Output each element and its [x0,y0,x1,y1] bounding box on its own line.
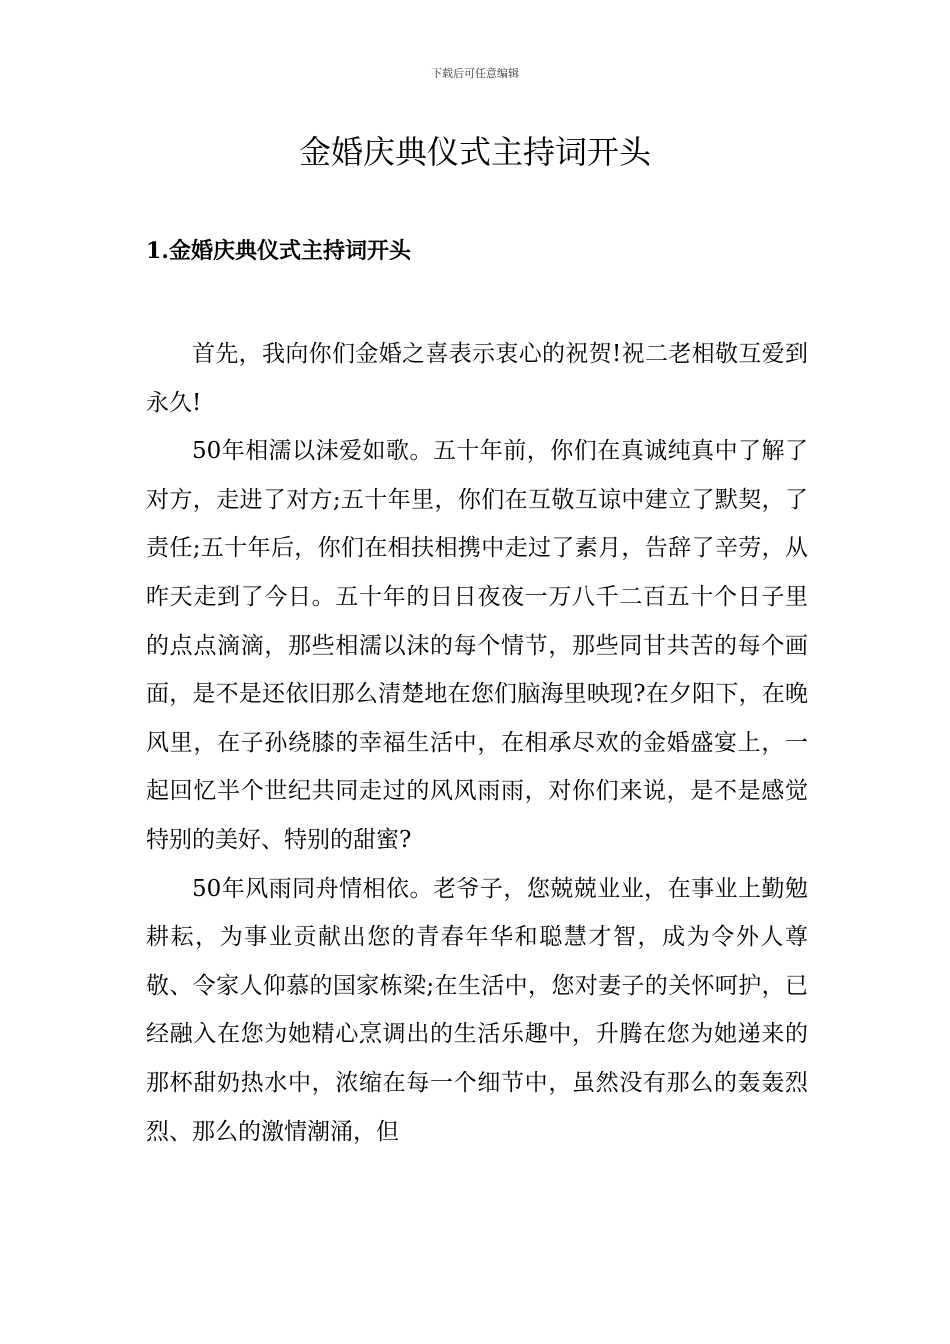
paragraph-fifty-years-storms: 50年风雨同舟情相依。老爷子，您兢兢业业，在事业上勤勉耕耘，为事业贡献出您的青春年华和聪慧才智，成为令外人尊敬、令家人仰慕的国家栋梁;在生活中，您对妻子的关怀呵护，已经融入在您为她精心烹调出的生活乐趣中，升腾在您为她递来的那杯甜奶热水中，浓缩在每一个细节中，虽然没有那么的轰轰烈烈、那么的激情潮涌，但 [146,875,808,1145]
document-title: 金婚庆典仪式主持词开头 [298,133,651,171]
section-heading: 1.金婚庆典仪式主持词开头 [146,238,411,264]
header-note: 下载后可任意编辑 [431,67,519,80]
document-body [146,330,808,1156]
paragraph-fifty-years-love: 50年相濡以沫爱如歌。五十年前，你们在真诚纯真中了解了对方，走进了对方;五十年里，你们在互敬互谅中建立了默契，了责任;五十年后，你们在相扶相携中走过了素月，告辞了辛劳，从昨天走到了今日。五十年的日日夜夜一万八千二百五十个日子里的点点滴滴，那些相濡以沫的每个情节，那些同甘共苦的每个画面，是不是还依旧那么清楚地在您们脑海里映现?在夕阳下，在晚风里，在子孙绕膝的幸福生活中，在相承尽欢的金婚盛宴上，一起回忆半个世纪共同走过的风风雨雨，对你们来说，是不是感觉特别的美好、特别的甜蜜? [146,438,808,853]
paragraph-greeting: 首先，我向你们金婚之喜表示衷心的祝贺!祝二老相敬互爱到永久! [146,341,808,416]
